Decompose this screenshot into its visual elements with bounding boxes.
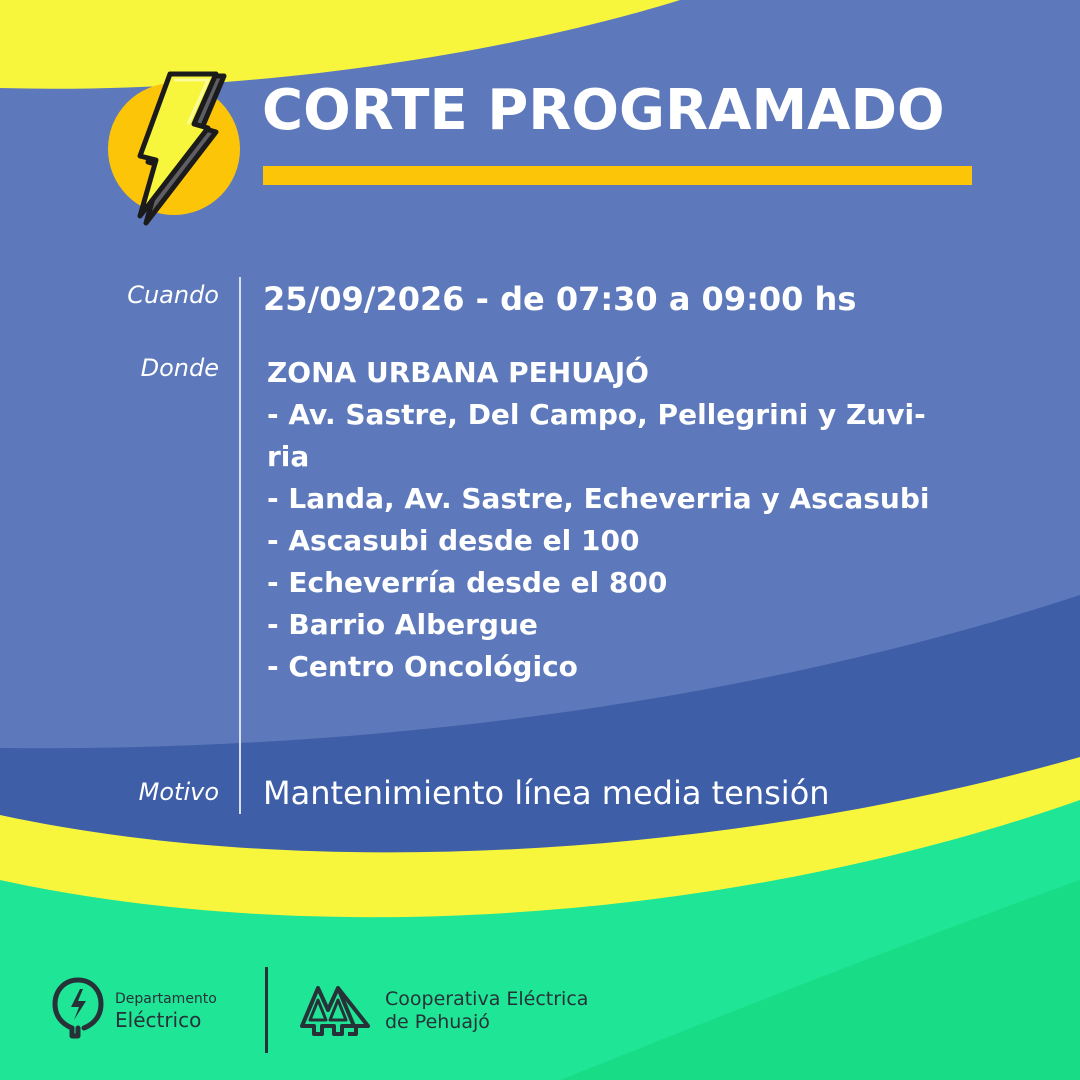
list-item: - Echeverría desde el 800 [267,566,668,599]
list-item: - Av. Sastre, Del Campo, Pellegrini y Zuvi- [267,398,926,431]
where-label: Donde [140,354,219,382]
cooperative-logo-icon [298,982,372,1036]
list-item: - Centro Oncológico [267,650,578,683]
cooperative-name [385,988,588,1034]
list-item: - Barrio Albergue [267,608,538,641]
list-item: - Landa, Av. Sastre, Echeverria y Ascasubi [267,482,930,515]
where-line-zone: ZONA URBANA PEHUAJÓ [267,356,649,389]
coop-line-1: Cooperativa Eléctrica [385,988,589,1010]
reason-value: Mantenimiento línea media tensión [263,774,830,812]
when-value: 25/09/2026 - de 07:30 a 09:00 hs [263,280,857,318]
dept-line-1: Departamento [115,991,217,1007]
footer-divider [265,967,268,1053]
list-item: ria [267,440,310,473]
electric-department-name [115,990,217,1032]
coop-line-2: de Pehuajó [385,1011,490,1033]
list-item: - Ascasubi desde el 100 [267,524,640,557]
lightning-bolt-icon [104,68,244,233]
where-list [267,352,1047,688]
when-label: Cuando [127,281,219,309]
vertical-divider [239,277,241,814]
electric-department-logo-icon [52,976,104,1040]
title-underline [263,166,972,185]
reason-label: Motivo [138,778,219,806]
dept-line-2: Eléctrico [115,1008,202,1032]
page-title: CORTE PROGRAMADO [262,78,945,143]
